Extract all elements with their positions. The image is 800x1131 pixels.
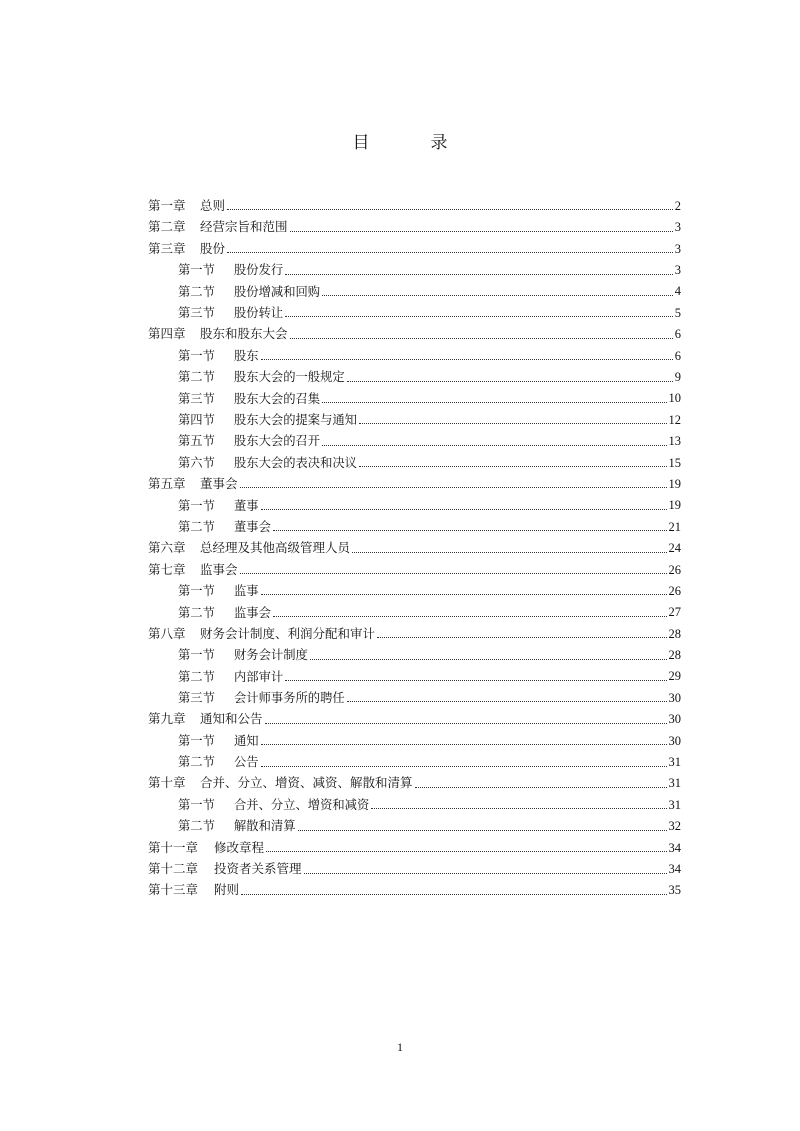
entry-page: 31: [668, 797, 681, 812]
entry-page: 29: [668, 669, 681, 684]
entry-title: 股东大会的召集: [234, 391, 321, 406]
dot-leader: [322, 294, 673, 296]
toc-entry[interactable]: [148, 876, 681, 897]
entry-number: 第一章: [148, 197, 186, 213]
dot-leader: [240, 486, 667, 488]
entry-page: 6: [674, 348, 681, 363]
entry-title: 监事会: [234, 605, 271, 620]
entry-number: 第五节: [178, 434, 215, 449]
toc-entry[interactable]: [148, 811, 681, 832]
entry-title: 合并、分立、增资和减资: [234, 798, 370, 813]
entry-title: 通知: [234, 733, 259, 748]
toc-entry[interactable]: [148, 191, 681, 212]
entry-number: 第一节: [178, 733, 215, 748]
dot-leader: [359, 422, 667, 424]
entry-page: 19: [668, 498, 681, 513]
entry-page: 35: [668, 883, 681, 898]
entry-page: 27: [668, 605, 681, 620]
toc-entry[interactable]: [148, 854, 681, 875]
entry-number: 第十章: [148, 775, 186, 791]
toc-entry[interactable]: [148, 726, 681, 747]
entry-number: 第一节: [178, 648, 215, 663]
entry-page: 34: [668, 862, 681, 876]
entry-number: 第一节: [178, 498, 215, 513]
entry-number: 第三节: [178, 391, 215, 406]
entry-page: 6: [674, 327, 681, 342]
toc-title: 目 录: [352, 133, 470, 153]
entry-title: 股东: [234, 348, 259, 363]
entry-title: 董事: [234, 498, 259, 513]
toc-entry[interactable]: [148, 384, 681, 405]
entry-title: 财务会计制度、利润分配和审计: [200, 625, 376, 641]
dot-leader: [347, 700, 667, 702]
entry-page: 21: [668, 519, 681, 534]
dot-leader: [290, 337, 673, 339]
dot-leader: [285, 679, 666, 681]
dot-leader: [347, 380, 673, 382]
entry-title: 监事: [234, 584, 259, 599]
dot-leader: [415, 786, 667, 788]
toc-entry[interactable]: [148, 319, 681, 340]
entry-number: 第四章: [148, 326, 186, 342]
entry-title: 股份增减和回购: [234, 284, 321, 299]
entry-number: 第一节: [178, 584, 215, 599]
dot-leader: [352, 551, 666, 553]
entry-title: 监事会: [200, 561, 238, 577]
toc-entry[interactable]: [148, 426, 681, 447]
entry-number: 第八章: [148, 625, 186, 641]
entry-page: 26: [668, 583, 681, 598]
entry-number: 第七章: [148, 561, 186, 577]
dot-leader: [322, 401, 666, 403]
entry-title: 会计师事务所的聘任: [234, 691, 345, 706]
entry-number: 第十二章: [148, 861, 199, 876]
table-of-contents: [148, 191, 681, 897]
entry-page: 19: [668, 476, 681, 491]
toc-entry[interactable]: [148, 469, 681, 490]
dot-leader: [322, 444, 666, 446]
toc-entry[interactable]: [148, 640, 681, 661]
toc-entry[interactable]: [148, 747, 681, 768]
dot-leader: [261, 358, 673, 360]
entry-page: 30: [668, 690, 681, 705]
entry-page: 2: [674, 198, 681, 213]
entry-title: 股东和股东大会: [200, 326, 288, 342]
toc-entry[interactable]: [148, 683, 681, 704]
entry-number: 第六节: [178, 455, 215, 470]
entry-title: 股东大会的召开: [234, 434, 321, 449]
entry-page: 26: [668, 562, 681, 577]
dot-leader: [359, 465, 667, 467]
entry-title: 股份: [200, 240, 226, 256]
entry-title: 股份发行: [234, 263, 284, 278]
entry-page: 10: [668, 391, 681, 406]
entry-page: 3: [674, 220, 681, 235]
entry-number: 第二节: [178, 755, 215, 770]
dot-leader: [285, 273, 673, 275]
dot-leader: [298, 829, 667, 831]
toc-entry[interactable]: [148, 790, 681, 811]
entry-page: 34: [668, 840, 681, 855]
entry-number: 第六章: [148, 540, 186, 556]
entry-page: 31: [668, 776, 681, 791]
entry-page: 30: [668, 712, 681, 727]
entry-page: 28: [668, 626, 681, 641]
toc-entry[interactable]: [148, 341, 681, 362]
entry-page: 9: [674, 370, 681, 385]
dot-leader: [240, 572, 667, 574]
entry-number: 第四节: [178, 413, 215, 427]
entry-page: 12: [668, 412, 681, 427]
entry-title: 股东大会的一般规定: [234, 370, 345, 385]
entry-number: 第十一章: [148, 839, 199, 855]
entry-page: 28: [668, 648, 681, 663]
entry-title: 公告: [234, 755, 259, 770]
toc-entry[interactable]: [148, 255, 681, 276]
entry-title: 投资者关系管理: [214, 861, 302, 876]
entry-page: 24: [668, 541, 681, 556]
dot-leader: [261, 508, 667, 510]
entry-number: 第二节: [178, 370, 215, 385]
entry-title: 解散和清算: [234, 819, 296, 834]
dot-leader: [266, 850, 666, 852]
toc-entry[interactable]: [148, 277, 681, 298]
dot-leader: [241, 893, 666, 895]
toc-entry[interactable]: [148, 533, 681, 554]
toc-entry[interactable]: [148, 362, 681, 383]
dot-leader: [304, 872, 667, 874]
toc-entry[interactable]: [148, 704, 681, 725]
entry-number: 第五章: [148, 475, 186, 491]
toc-entry[interactable]: [148, 448, 681, 469]
dot-leader: [265, 722, 667, 724]
entry-number: 第三节: [178, 691, 215, 706]
dot-leader: [261, 593, 667, 595]
entry-number: 第二节: [178, 605, 215, 620]
dot-leader: [290, 230, 673, 232]
entry-number: 第一节: [178, 798, 215, 813]
entry-title: 合并、分立、增资、减资、解散和清算: [200, 775, 413, 791]
toc-entry[interactable]: [148, 490, 681, 511]
dot-leader: [227, 251, 673, 253]
entry-title: 股份转让: [234, 306, 284, 321]
toc-entry[interactable]: [148, 405, 681, 426]
dot-leader: [261, 765, 667, 767]
toc-entry[interactable]: [148, 662, 681, 683]
entry-title: 董事会: [234, 519, 271, 534]
toc-entry[interactable]: [148, 576, 681, 597]
entry-number: 第十三章: [148, 882, 199, 898]
toc-entry[interactable]: [148, 619, 681, 640]
entry-title: 附则: [214, 882, 240, 898]
dot-leader: [227, 208, 673, 210]
entry-page: 32: [668, 819, 681, 834]
toc-entry[interactable]: [148, 212, 681, 233]
toc-entry[interactable]: [148, 833, 681, 854]
dot-leader: [310, 658, 667, 660]
dot-leader: [285, 315, 673, 317]
entry-number: 第一节: [178, 263, 215, 278]
entry-page: 5: [674, 305, 681, 320]
page-number: 1: [397, 1040, 403, 1054]
entry-number: 第一节: [178, 348, 215, 363]
entry-title: 经营宗旨和范围: [200, 219, 288, 235]
dot-leader: [273, 615, 667, 617]
entry-number: 第二章: [148, 219, 186, 235]
entry-page: 3: [674, 241, 681, 256]
entry-page: 3: [674, 263, 681, 278]
entry-page: 4: [674, 284, 681, 299]
entry-title: 总则: [200, 197, 226, 213]
entry-title: 董事会: [200, 475, 238, 491]
entry-title: 财务会计制度: [234, 648, 308, 663]
entry-page: 31: [668, 755, 681, 770]
dot-leader: [377, 636, 666, 638]
entry-number: 第二节: [178, 819, 215, 834]
toc-entry[interactable]: [148, 298, 681, 319]
entry-page: 13: [668, 434, 681, 449]
entry-page: 30: [668, 733, 681, 748]
entry-title: 通知和公告: [200, 711, 263, 727]
entry-number: 第三章: [148, 240, 186, 256]
entry-title: 修改章程: [214, 839, 265, 855]
entry-title: 股东大会的表决和决议: [234, 455, 357, 470]
dot-leader: [371, 807, 666, 809]
toc-entry[interactable]: [148, 555, 681, 576]
entry-title: 总经理及其他高级管理人员: [200, 540, 351, 556]
entry-number: 第二节: [178, 284, 215, 299]
dot-leader: [261, 743, 667, 745]
entry-number: 第二节: [178, 519, 215, 534]
toc-entry[interactable]: [148, 512, 681, 533]
dot-leader: [273, 529, 667, 531]
toc-entry[interactable]: [148, 597, 681, 618]
toc-entry[interactable]: [148, 769, 681, 790]
entry-title: 内部审计: [234, 669, 284, 684]
entry-number: 第二节: [178, 669, 215, 684]
entry-number: 第九章: [148, 711, 186, 727]
toc-entry[interactable]: [148, 234, 681, 255]
entry-page: 15: [668, 455, 681, 470]
entry-title: 股东大会的提案与通知: [234, 413, 357, 427]
entry-number: 第三节: [178, 306, 215, 321]
